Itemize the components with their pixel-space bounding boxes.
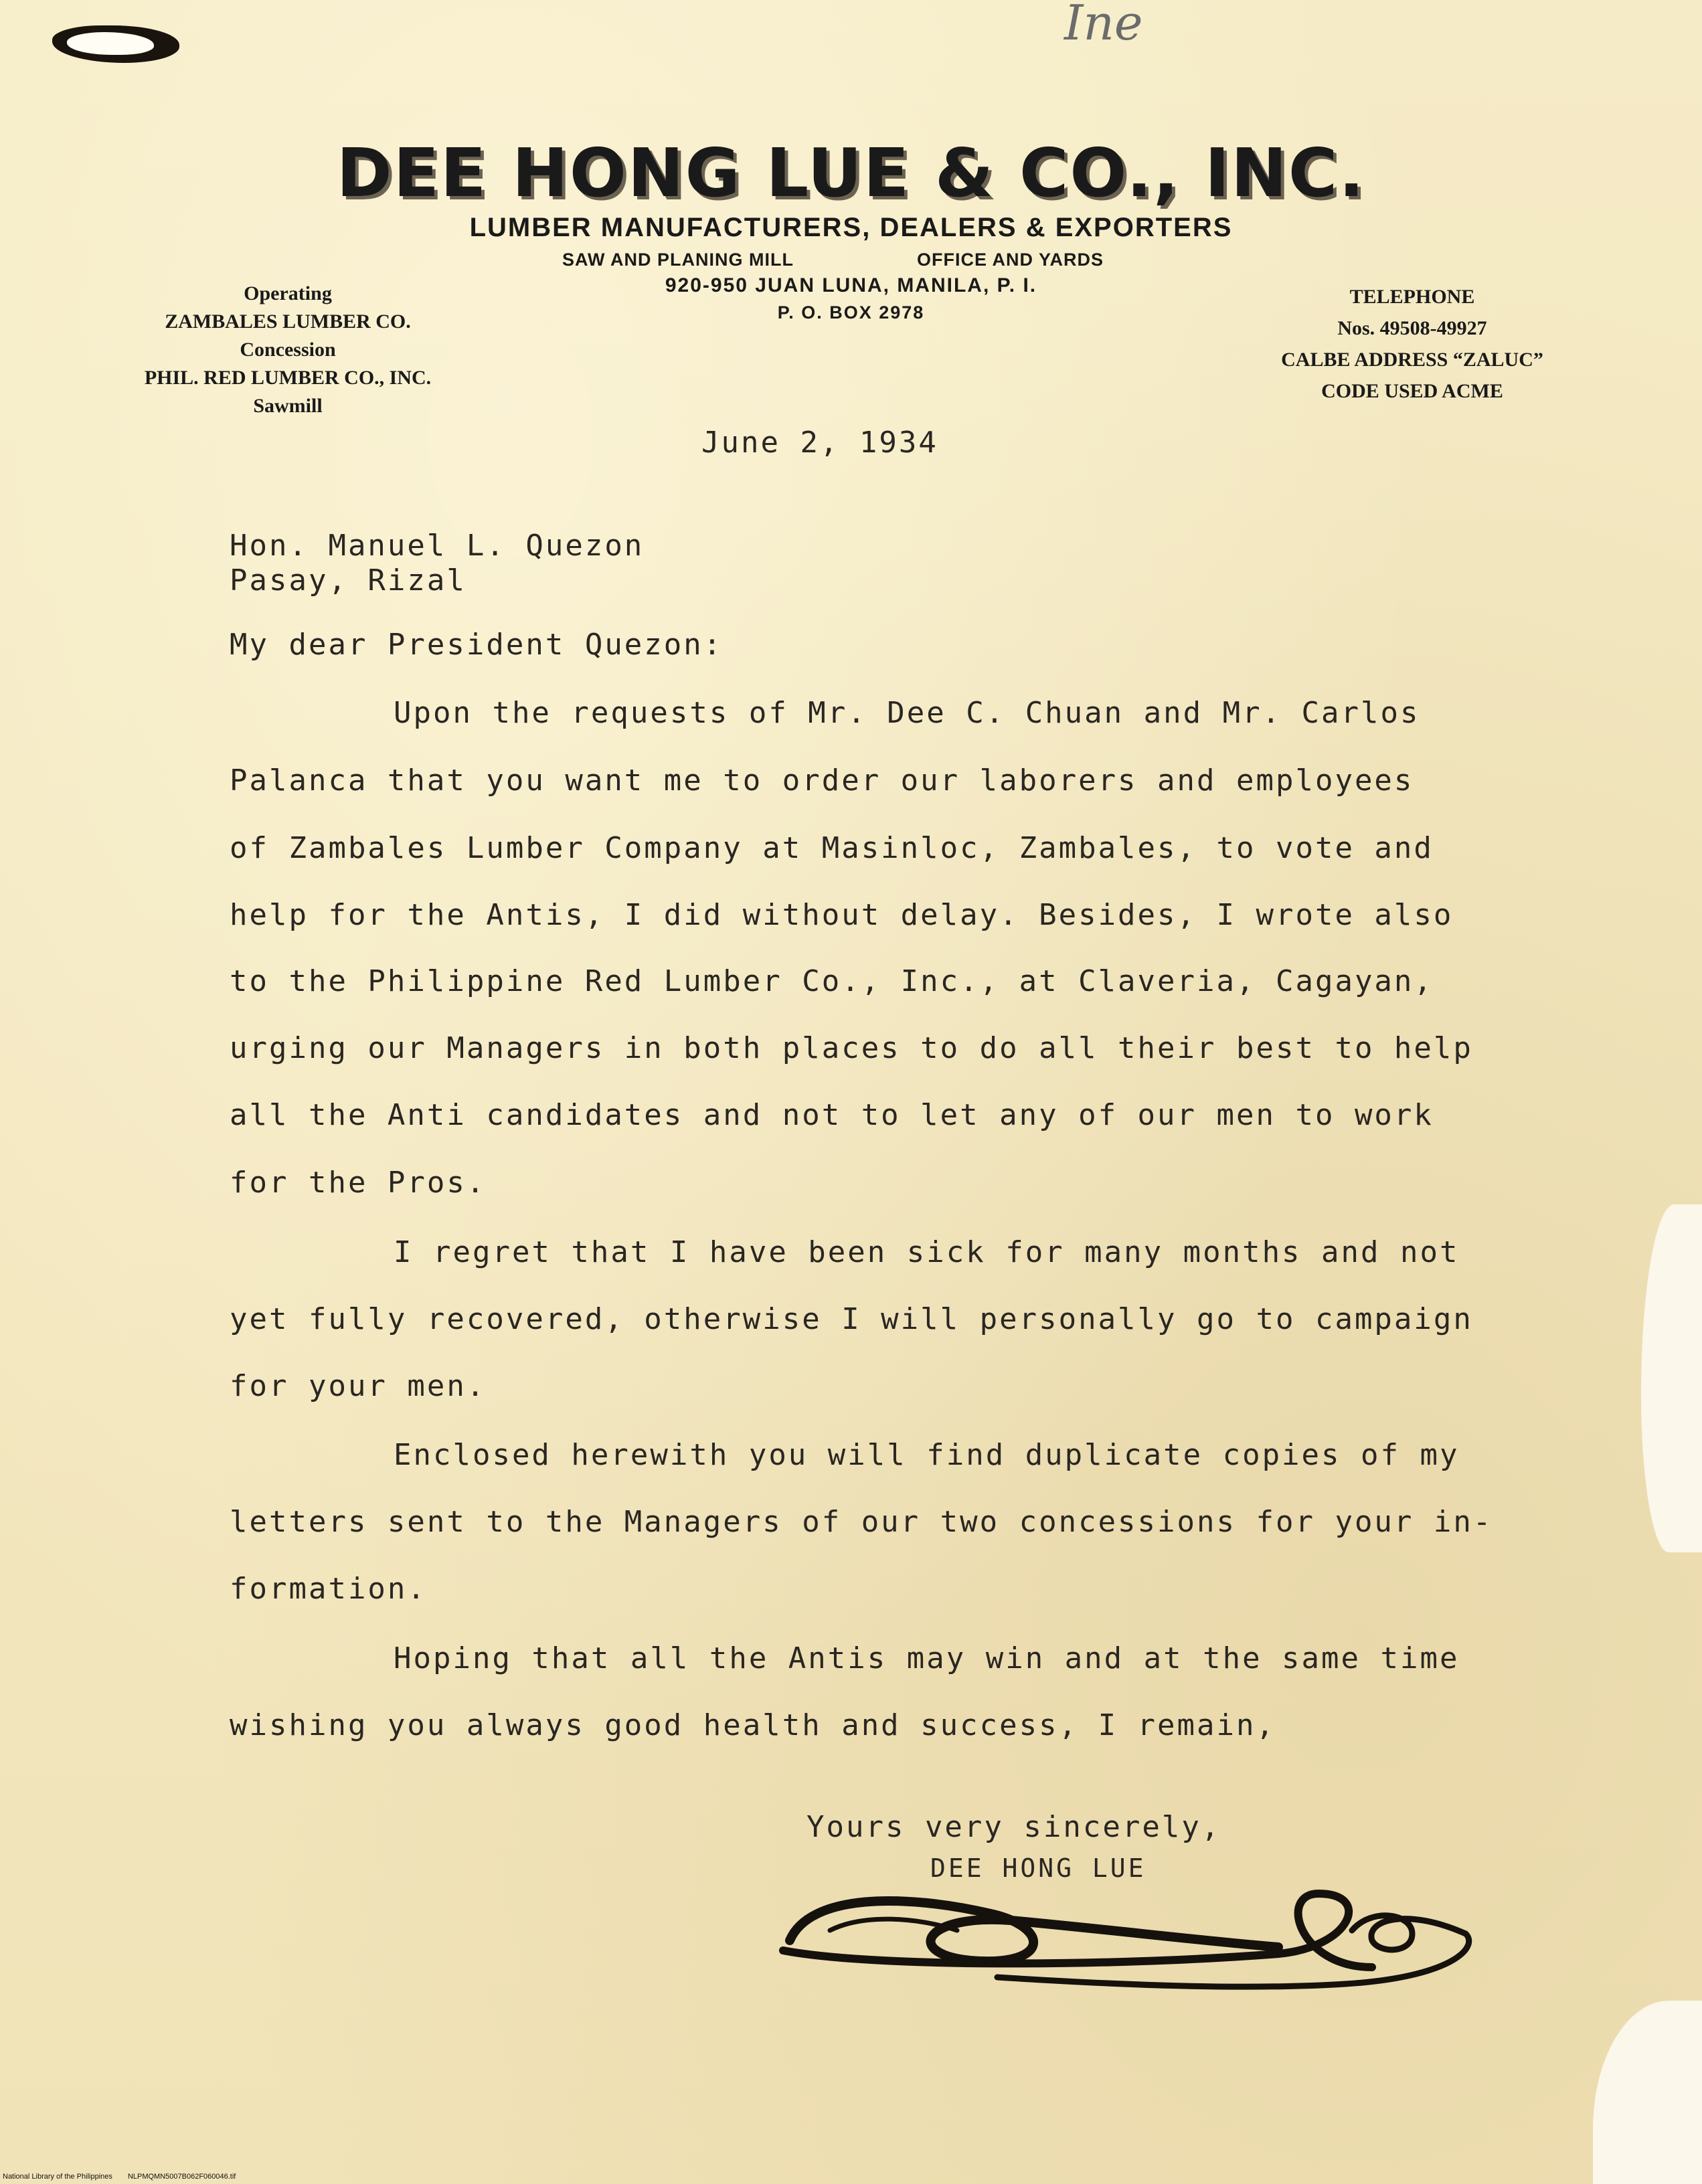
recipient-name: Hon. Manuel L. Quezon [230, 529, 645, 563]
body-line: for the Pros. [230, 1166, 487, 1200]
company-address: 920-950 JUAN LUNA, MANILA, P. I. [665, 274, 1037, 296]
company-pobox: P. O. BOX 2978 [777, 302, 925, 323]
contact-line: TELEPHONE [1349, 286, 1475, 308]
contact-line: Nos. 49508-49927 [1337, 317, 1487, 339]
operations-line: PHIL. RED LUMBER CO., INC. [144, 367, 432, 389]
operations-line: Operating [244, 282, 332, 304]
body-line: letters sent to the Managers of our two concessions for your in- [230, 1505, 1493, 1539]
business-description: LUMBER MANUFACTURERS, DEALERS & EXPORTERS [469, 213, 1233, 242]
office-label: OFFICE AND YARDS [917, 250, 1104, 270]
body-line: wishing you always good health and success, I remain, [230, 1708, 1276, 1742]
salutation: My dear President Quezon: [230, 628, 724, 662]
letter-date: June 2, 1934 [701, 426, 938, 460]
body-line: Enclosed herewith you will find duplicate copies of my [394, 1438, 1460, 1472]
recipient-place: Pasay, Rizal [230, 563, 466, 598]
closing: Yours very sincerely, [806, 1810, 1221, 1844]
body-line: of Zambales Lumber Company at Masinloc, Zambales, to vote and [230, 831, 1434, 865]
signer-name: DEE HONG LUE [930, 1853, 1146, 1883]
handwritten-annotation: Ine [1064, 0, 1143, 51]
body-line: Upon the requests of Mr. Dee C. Chuan and Mr. Carlos [394, 696, 1420, 730]
body-line: urging our Managers in both places to do all their best to help [230, 1031, 1473, 1065]
body-line: Palanca that you want me to order our laborers and employees [230, 763, 1414, 798]
body-line: I regret that I have been sick for many months and not [394, 1235, 1460, 1269]
operations-block [80, 280, 495, 420]
body-line: to the Philippine Red Lumber Co., Inc., at Claveria, Cagayan, [230, 964, 1434, 998]
footer-file-id: NLPMQMN5007B062F060046.tif [127, 2173, 236, 2181]
operations-line: Sawmill [253, 395, 323, 417]
contact-line: CODE USED ACME [1321, 380, 1503, 402]
company-name: DEE HONG LUE & CO., INC. [336, 134, 1366, 212]
paper-tear-right-edge [1641, 1204, 1702, 1552]
contact-line: CALBE ADDRESS “ZALUC” [1281, 349, 1543, 371]
body-line: Hoping that all the Antis may win and at the same time [394, 1641, 1460, 1675]
mill-label: SAW AND PLANING MILL [562, 250, 794, 270]
scan-footer [3, 2173, 236, 2181]
operations-line: Concession [240, 339, 336, 361]
operations-line: ZAMBALES LUMBER CO. [165, 310, 411, 333]
body-line: yet fully recovered, otherwise I will personally go to campaign [230, 1302, 1473, 1336]
body-line: for your men. [230, 1369, 487, 1403]
signature [770, 1867, 1479, 2001]
contact-block [1205, 281, 1620, 407]
body-line: help for the Antis, I did without delay. Besides, I wrote also [230, 898, 1454, 932]
paper-tear-bottom-right [1593, 2001, 1702, 2184]
body-line: formation. [230, 1572, 427, 1606]
footer-library: National Library of the Philippines [3, 2173, 112, 2181]
body-line: all the Anti candidates and not to let any of our men to work [230, 1098, 1434, 1132]
